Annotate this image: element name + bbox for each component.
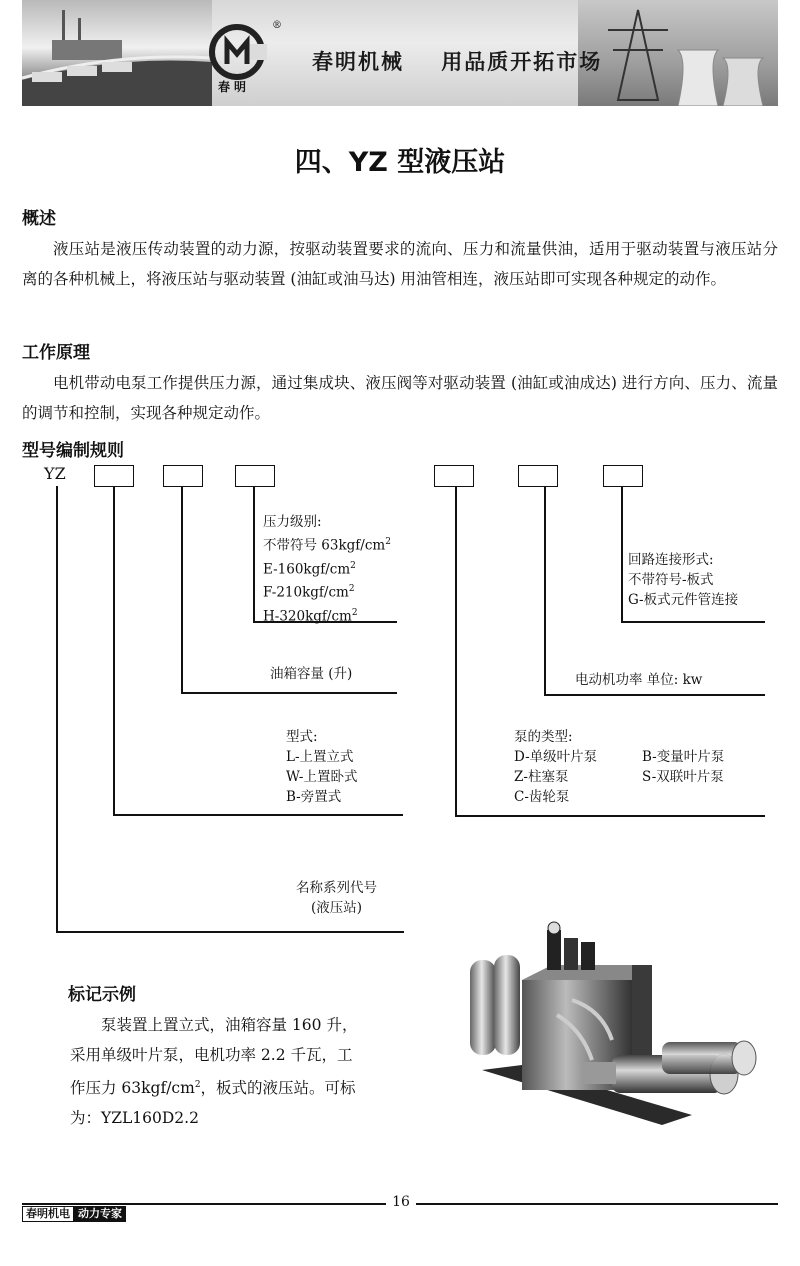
- overview-text: 液压站是液压传动装置的动力源，按驱动装置要求的流向、压力和流量供油，适用于驱动装置与液压站分离的各种机械上，将液压站与驱动装置 (油缸或油马达) 用油管相连，液压站即可实现各种规定的动作。: [22, 240, 778, 288]
- pressure-line2: $E-160kgf/cm^2$: [263, 560, 356, 577]
- code-box-circuit: [603, 465, 643, 487]
- circuit-title: 回路连接形式:: [628, 552, 714, 568]
- code-box-tank: [163, 465, 203, 487]
- industrial-plant-image: [22, 0, 212, 106]
- example-heading: 标记示例: [68, 985, 136, 1005]
- code-box-pressure: [235, 465, 275, 487]
- code-box-type: [94, 465, 134, 487]
- name-line2: (液压站): [310, 900, 363, 916]
- banner-slogan: [312, 46, 602, 76]
- line-pump-h: [455, 815, 765, 817]
- line-pump-v: [455, 487, 457, 816]
- example-line1: 泵装置上置立式，油箱容量 160 升，: [101, 1016, 358, 1034]
- line-circuit-v: [621, 487, 623, 622]
- type-l: L-上置立式: [286, 749, 354, 765]
- model-prefix: YZ: [44, 464, 66, 483]
- company-logo-icon: [207, 22, 267, 82]
- power-tower-image: [578, 0, 778, 106]
- pressure-title: 压力级别:: [263, 514, 322, 530]
- motor-label: 电动机功率 单位: kw: [575, 672, 703, 688]
- example-line4: 为：YZL160D2.2: [70, 1109, 199, 1128]
- name-line1: 名称系列代号: [296, 880, 377, 896]
- line-type-v: [113, 487, 115, 815]
- page-title: 四、YZ 型液压站: [294, 147, 506, 178]
- pressure-label: [263, 512, 391, 626]
- principle-text: 电机带动电泵工作提供压力源，通过集成块、液压阀等对驱动装置 (油缸或油成达) 进行方向、压力、流量的调节和控制，实现各种规定动作。: [22, 374, 778, 422]
- type-title: 型式:: [286, 729, 318, 745]
- slogan-company: 春明机械: [312, 50, 404, 74]
- example-text: [70, 1010, 430, 1133]
- header-banner: [22, 0, 778, 106]
- type-label: [286, 727, 357, 807]
- line-name-v: [56, 486, 58, 932]
- pressure-line4: $H-320kgf/cm^2$: [263, 607, 358, 624]
- pump-row3: C-齿轮泵: [514, 789, 570, 805]
- code-box-motor: [518, 465, 558, 487]
- pump-title: 泵的类型:: [514, 729, 573, 745]
- example-line2: 采用单级叶片泵，电机功率 2.2 千瓦，工: [70, 1046, 353, 1064]
- pressure-line1: 不带符号 $63kgf/cm^2$: [263, 537, 391, 554]
- slogan-text: 用品质开拓市场: [441, 50, 603, 74]
- circuit-label: [628, 550, 738, 610]
- pressure-line3: $F-210kgf/cm^2$: [263, 584, 355, 601]
- footer-brand: [22, 1206, 126, 1222]
- page-number: 16: [386, 1194, 416, 1210]
- code-box-pump: [434, 465, 474, 487]
- circuit-line1: 不带符号-板式: [628, 572, 714, 588]
- footer-brand-1: 春明机电: [22, 1206, 74, 1222]
- line-motor-v: [544, 487, 546, 695]
- pump-label: [514, 727, 724, 807]
- principle-heading: 工作原理: [22, 343, 90, 363]
- model-heading: 型号编制规则: [22, 441, 124, 461]
- circuit-line2: G-板式元件管连接: [628, 592, 739, 608]
- example-line3: 作压力 $63kgf/cm^2$，板式的液压站。可标: [70, 1079, 356, 1098]
- overview-heading: 概述: [22, 209, 56, 229]
- line-tank-h: [181, 692, 397, 694]
- pump-row2: Z-柱塞泵 S-双联叶片泵: [514, 769, 724, 785]
- type-w: W-上置卧式: [286, 769, 358, 785]
- line-type-h: [113, 814, 403, 816]
- type-b: B-旁置式: [286, 789, 342, 805]
- tank-label: 油箱容量 (升): [270, 666, 353, 682]
- line-name-h: [56, 931, 404, 933]
- footer-brand-2: 动力专家: [74, 1206, 126, 1222]
- name-label: [296, 878, 377, 918]
- banner-right-photo: [578, 0, 778, 106]
- registered-mark: ®: [272, 20, 282, 31]
- line-motor-h: [544, 694, 765, 696]
- line-pressure-v: [253, 487, 255, 622]
- banner-left-photo: [22, 0, 212, 106]
- hydraulic-station-photo: [462, 920, 762, 1140]
- line-tank-v: [181, 487, 183, 693]
- pump-row1: D-单级叶片泵 B-变量叶片泵: [514, 749, 725, 765]
- logo-text: 春明: [218, 80, 251, 94]
- line-circuit-h: [621, 621, 765, 623]
